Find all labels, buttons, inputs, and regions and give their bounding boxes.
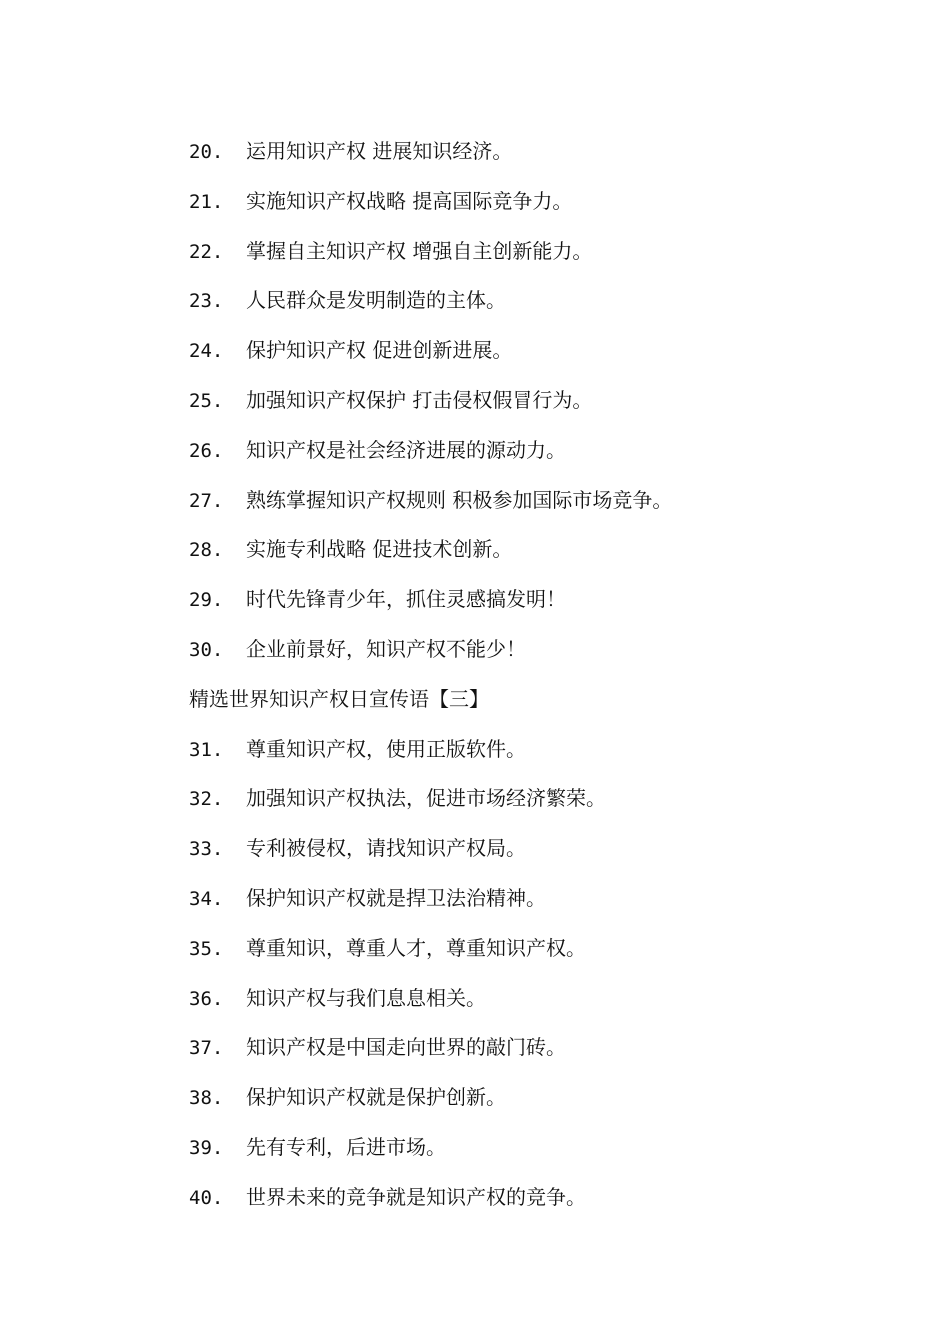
item-number: 22. bbox=[189, 240, 224, 263]
item-number: 35. bbox=[189, 937, 224, 960]
item-number: 25. bbox=[189, 389, 224, 412]
slogan-list bbox=[189, 127, 889, 1223]
list-item bbox=[189, 874, 889, 924]
item-number: 24. bbox=[189, 340, 224, 363]
item-number: 20. bbox=[189, 141, 224, 163]
item-text: 加强知识产权执法，促进市场经济繁荣。 bbox=[246, 786, 606, 811]
item-number: 40. bbox=[189, 1186, 224, 1209]
list-item bbox=[189, 824, 889, 874]
list-item bbox=[189, 127, 889, 177]
item-text: 世界未来的竞争就是知识产权的竞争。 bbox=[246, 1184, 586, 1209]
item-text: 先有专利，后进市场。 bbox=[246, 1134, 446, 1159]
list-item bbox=[189, 924, 889, 974]
list-item bbox=[189, 525, 889, 575]
list-item bbox=[189, 426, 889, 476]
item-text: 运用知识产权 进展知识经济。 bbox=[246, 139, 513, 163]
list-item bbox=[189, 276, 889, 326]
item-text: 实施知识产权战略 提高国际竞争力。 bbox=[246, 188, 573, 213]
list-item bbox=[189, 774, 889, 824]
item-number: 23. bbox=[189, 290, 224, 313]
list-item bbox=[189, 575, 889, 625]
item-text: 实施专利战略 促进技术创新。 bbox=[246, 537, 513, 562]
item-number: 38. bbox=[189, 1087, 224, 1110]
item-number: 28. bbox=[189, 539, 224, 562]
list-item bbox=[189, 376, 889, 426]
item-number: 37. bbox=[189, 1037, 224, 1060]
item-text: 尊重知识产权，使用正版软件。 bbox=[246, 736, 526, 761]
item-text: 尊重知识，尊重人才，尊重知识产权。 bbox=[246, 935, 586, 960]
list-item bbox=[189, 1073, 889, 1123]
list-item bbox=[189, 1173, 889, 1223]
item-number: 21. bbox=[189, 190, 224, 213]
item-text: 时代先锋青少年，抓住灵感搞发明！ bbox=[246, 587, 566, 612]
item-text: 知识产权是社会经济进展的源动力。 bbox=[246, 437, 566, 462]
list-item bbox=[189, 625, 889, 675]
item-number: 26. bbox=[189, 439, 224, 462]
item-text: 加强知识产权保护 打击侵权假冒行为。 bbox=[246, 387, 593, 412]
list-item bbox=[189, 1123, 889, 1173]
item-text: 保护知识产权 促进创新进展。 bbox=[246, 338, 513, 363]
item-text: 保护知识产权就是捍卫法治精神。 bbox=[246, 885, 546, 910]
item-number: 27. bbox=[189, 489, 224, 512]
item-number: 30. bbox=[189, 638, 224, 661]
section-heading: 精选世界知识产权日宣传语【三】 bbox=[189, 686, 489, 711]
item-text: 专利被侵权，请找知识产权局。 bbox=[246, 836, 526, 861]
list-item bbox=[189, 227, 889, 277]
item-text: 企业前景好，知识产权不能少！ bbox=[246, 636, 526, 661]
item-text: 人民群众是发明制造的主体。 bbox=[246, 288, 506, 313]
item-text: 保护知识产权就是保护创新。 bbox=[246, 1085, 506, 1110]
item-number: 34. bbox=[189, 887, 224, 910]
list-item bbox=[189, 177, 889, 227]
list-item bbox=[189, 476, 889, 526]
list-item bbox=[189, 1023, 889, 1073]
item-number: 29. bbox=[189, 589, 224, 612]
list-item bbox=[189, 326, 889, 376]
item-number: 33. bbox=[189, 838, 224, 861]
list-item bbox=[189, 974, 889, 1024]
item-text: 熟练掌握知识产权规则 积极参加国际市场竞争。 bbox=[246, 487, 673, 512]
item-number: 32. bbox=[189, 788, 224, 811]
item-number: 36. bbox=[189, 987, 224, 1010]
item-text: 知识产权是中国走向世界的敲门砖。 bbox=[246, 1035, 566, 1060]
item-text: 知识产权与我们息息相关。 bbox=[246, 985, 486, 1010]
item-number: 39. bbox=[189, 1136, 224, 1159]
item-number: 31. bbox=[189, 738, 224, 761]
list-item bbox=[189, 725, 889, 775]
item-text: 掌握自主知识产权 增强自主创新能力。 bbox=[246, 238, 593, 263]
